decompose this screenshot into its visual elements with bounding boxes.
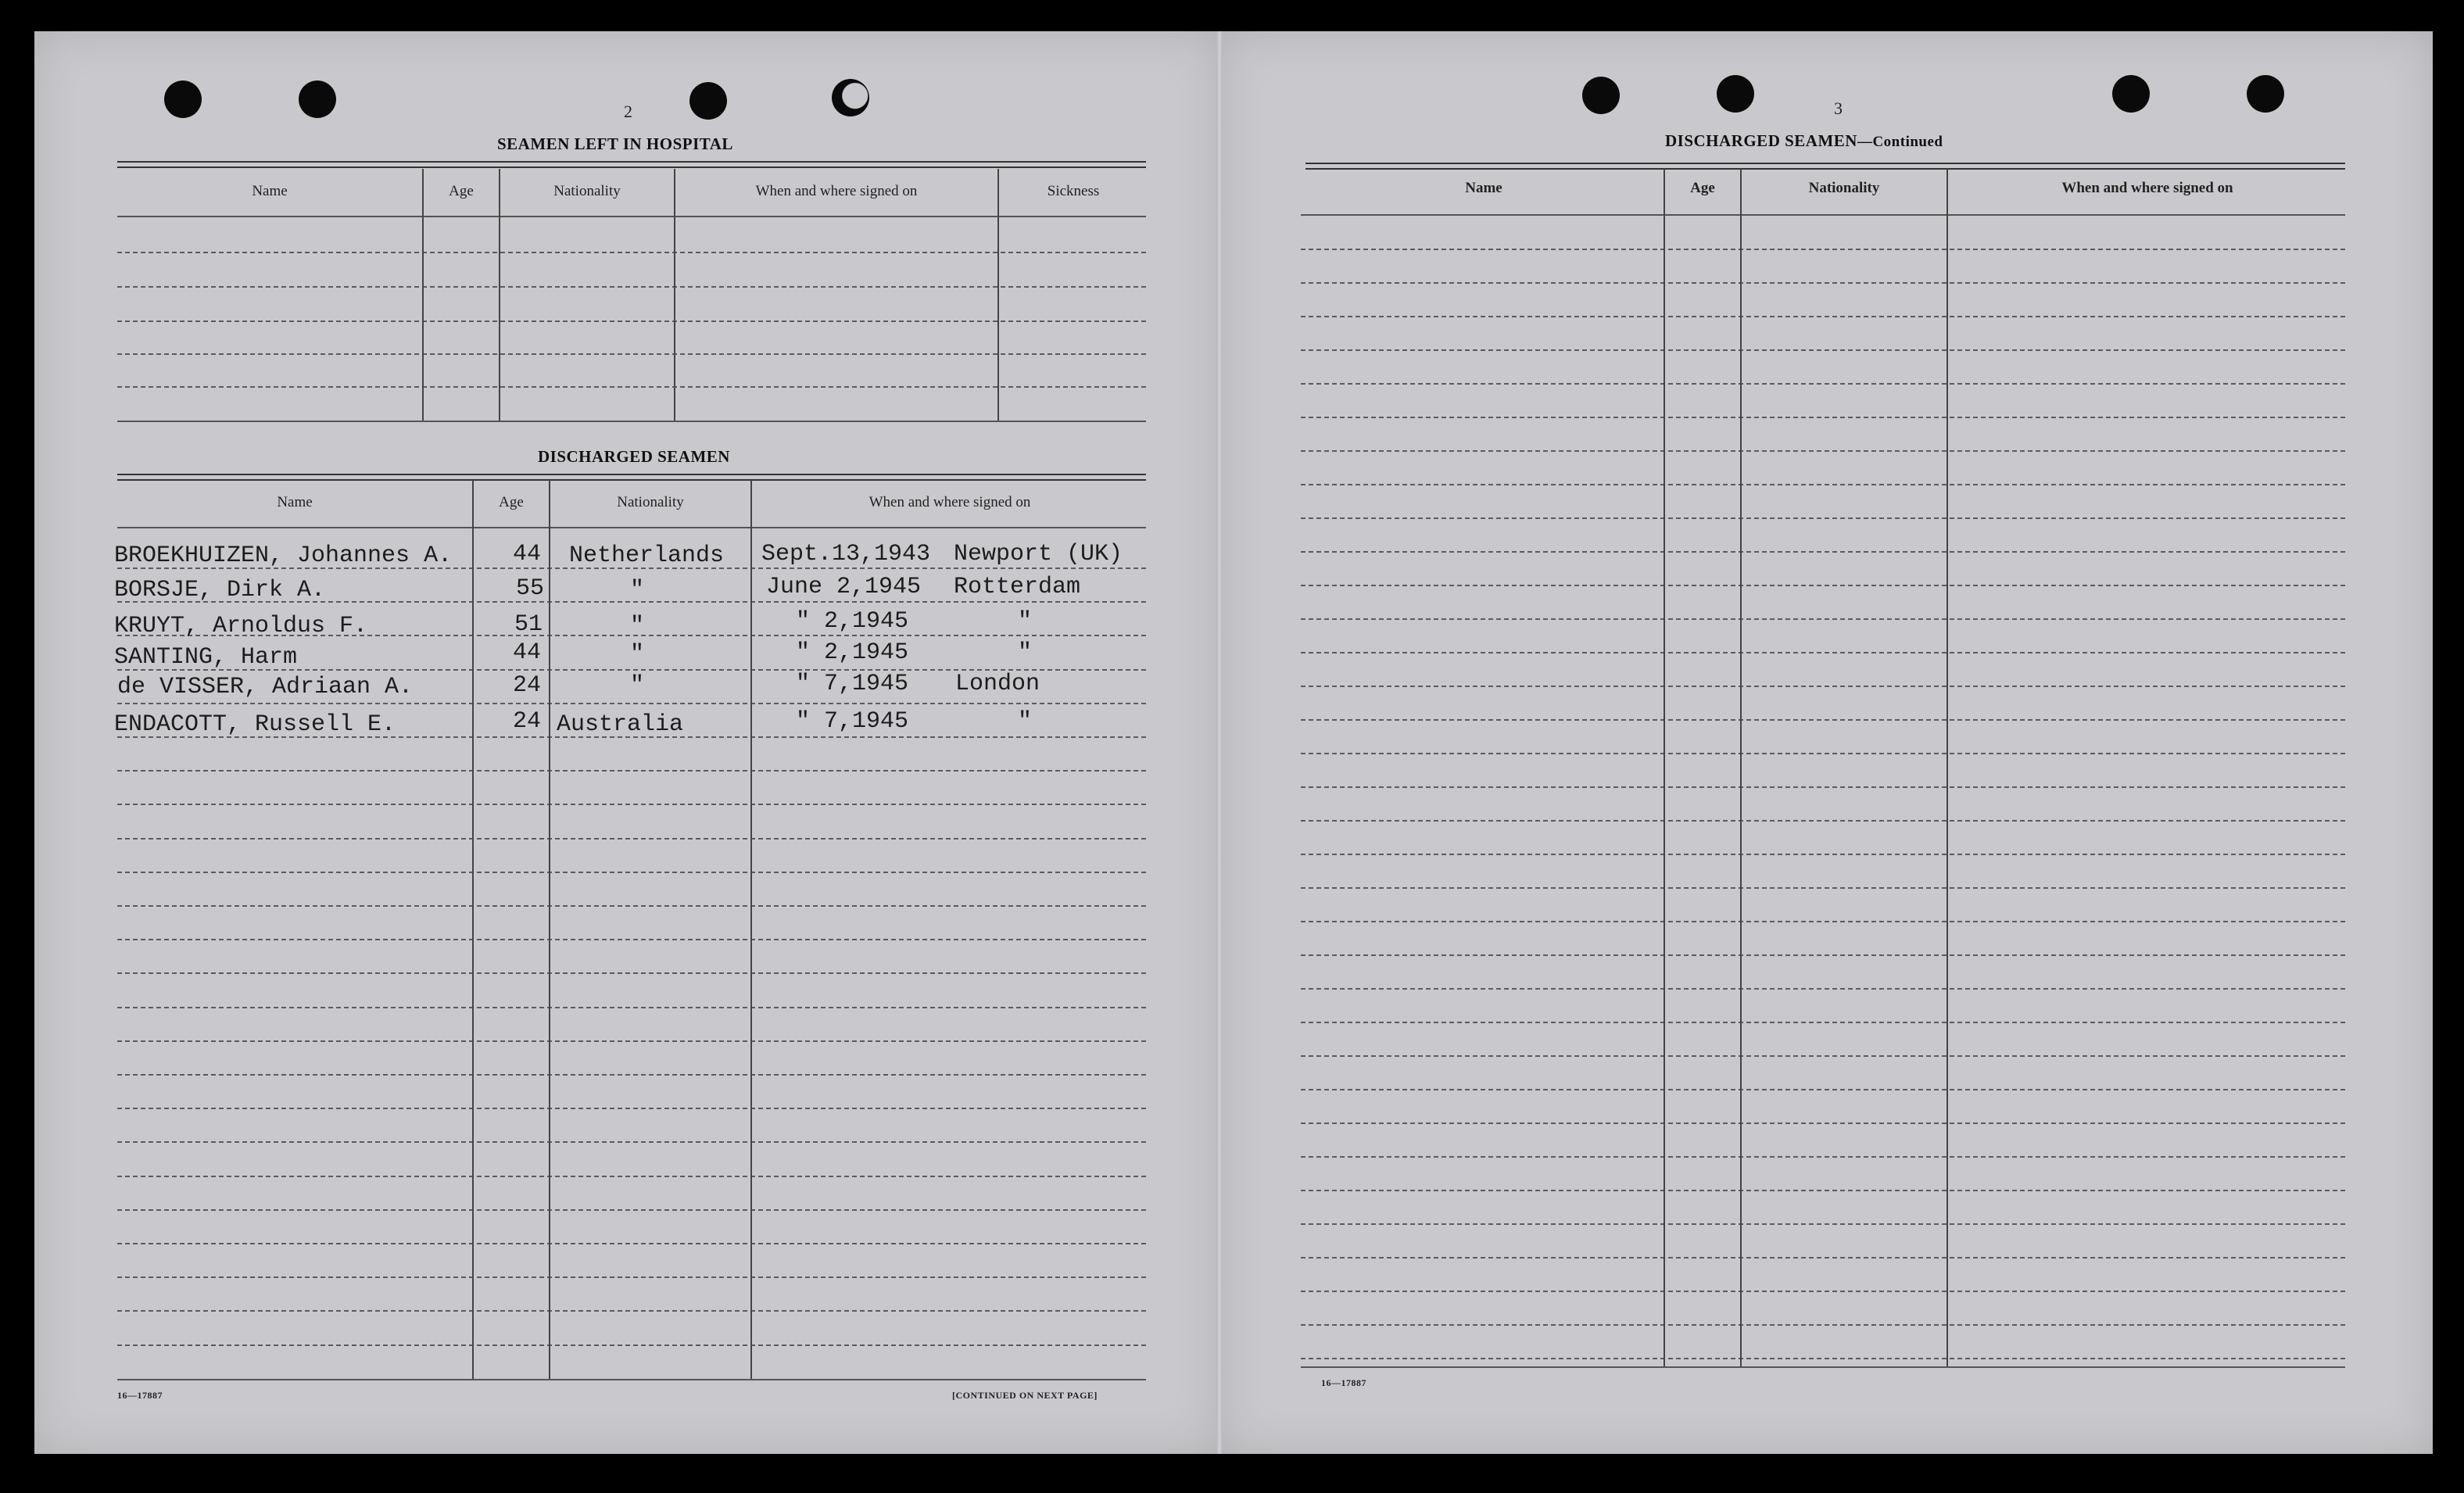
- seaman-nationality: ": [630, 577, 645, 603]
- row-line: [1301, 854, 2345, 855]
- seaman-name: de VISSER, Adriaan A.: [117, 674, 414, 700]
- row-line: [1301, 383, 2345, 385]
- row-line: [117, 1243, 1146, 1244]
- row-line: [117, 905, 1146, 907]
- signed-on-place: Rotterdam: [954, 574, 1081, 600]
- punch-hole: [689, 82, 727, 120]
- double-rule: [117, 161, 1146, 168]
- row-line: [1301, 1190, 2345, 1191]
- col-header-when-where: When and where signed on: [868, 494, 1031, 510]
- punch-hole: [2112, 75, 2150, 113]
- punch-hole: [164, 81, 202, 118]
- row-line: [1301, 988, 2345, 990]
- column-divider: [472, 480, 474, 1379]
- form-number: 16—17887: [117, 1390, 163, 1401]
- row-line: [117, 804, 1146, 805]
- row-line: [1301, 1055, 2345, 1057]
- row-line: [117, 838, 1146, 840]
- col-header-nationality: Nationality: [553, 183, 621, 199]
- row-line: [117, 386, 1146, 388]
- section-title-hospital: SEAMEN LEFT IN HOSPITAL: [497, 134, 733, 153]
- col-header-age: Age: [1690, 180, 1715, 196]
- row-line: [1301, 417, 2345, 418]
- seaman-age: 44: [513, 541, 542, 567]
- row-line: [117, 1108, 1146, 1109]
- col-header-when-where: When and where signed on: [755, 183, 918, 199]
- signed-on-date: Sept.13,1943: [761, 541, 931, 567]
- column-divider: [674, 169, 675, 421]
- signed-on-place: ": [1018, 708, 1033, 735]
- seaman-name: ENDACOTT, Russell E.: [114, 711, 396, 738]
- row-line: [117, 1007, 1146, 1008]
- column-divider: [750, 480, 752, 1379]
- section-bottom-rule: [117, 421, 1146, 422]
- header-rule: [117, 527, 1146, 528]
- continued-note: [CONTINUED ON NEXT PAGE]: [952, 1390, 1098, 1401]
- row-line: [1301, 921, 2345, 922]
- row-line: [117, 1310, 1146, 1312]
- col-header-age: Age: [449, 183, 474, 199]
- signed-on-date: " 7,1945: [796, 671, 909, 697]
- column-divider: [549, 480, 550, 1379]
- signed-on-place: London: [955, 671, 1040, 697]
- double-rule: [117, 474, 1146, 481]
- row-line: [1301, 551, 2345, 553]
- section-title-text: DISCHARGED SEAMEN: [1665, 131, 1857, 150]
- column-divider: [997, 169, 999, 421]
- col-header-nationality: Nationality: [617, 494, 684, 510]
- seaman-nationality: ": [630, 613, 645, 639]
- form-number: 16—17887: [1321, 1377, 1366, 1388]
- seaman-nationality: ": [630, 672, 645, 699]
- seaman-age: 44: [513, 639, 542, 666]
- row-line: [117, 1344, 1146, 1346]
- row-line: [117, 972, 1146, 974]
- row-line: [117, 1209, 1146, 1211]
- table-bottom-rule: [117, 1379, 1146, 1380]
- column-divider: [1740, 169, 1742, 1366]
- signed-on-place: ": [1018, 608, 1033, 635]
- seaman-age: 24: [513, 708, 542, 735]
- row-line: [1301, 1358, 2345, 1359]
- row-line: [1301, 719, 2345, 721]
- header-rule: [1301, 214, 2345, 216]
- row-line: [117, 1141, 1146, 1143]
- row-line: [1301, 686, 2345, 687]
- row-line: [1301, 618, 2345, 620]
- row-line: [1301, 282, 2345, 284]
- col-header-name: Name: [277, 494, 313, 510]
- section-title-suffix: —Continued: [1857, 134, 1943, 150]
- row-line: [1301, 585, 2345, 586]
- section-title-discharged-continued: [1665, 131, 1943, 151]
- signed-on-date: " 2,1945: [796, 608, 909, 635]
- row-line: [117, 353, 1146, 355]
- page-fold: [1216, 31, 1223, 1454]
- signed-on-place: ": [1018, 639, 1033, 666]
- row-line: [117, 770, 1146, 772]
- col-header-name: Name: [1465, 180, 1502, 196]
- page-number: 3: [1834, 98, 1843, 118]
- row-line: [117, 286, 1146, 288]
- row-line: [117, 1176, 1146, 1177]
- signed-on-place: Newport (UK): [954, 541, 1123, 567]
- table-bottom-rule: [1301, 1366, 2345, 1368]
- row-line: [117, 872, 1146, 873]
- seaman-nationality: ": [630, 641, 645, 668]
- row-line: [1301, 1122, 2345, 1124]
- row-line: [1301, 316, 2345, 317]
- row-line: [1301, 954, 2345, 956]
- section-title-discharged: DISCHARGED SEAMEN: [538, 447, 730, 466]
- row-line: [117, 703, 1146, 704]
- row-line: [1301, 249, 2345, 250]
- col-header-nationality: Nationality: [1808, 180, 1880, 196]
- left-form-page: [34, 31, 1219, 1454]
- seaman-name: SANTING, Harm: [114, 644, 298, 671]
- row-line: [1301, 1156, 2345, 1158]
- header-rule: [117, 216, 1146, 217]
- row-line: [117, 939, 1146, 940]
- row-line: [1301, 1089, 2345, 1090]
- row-line: [1301, 786, 2345, 788]
- row-line: [1301, 887, 2345, 889]
- row-line: [117, 1276, 1146, 1278]
- col-header-name: Name: [252, 183, 288, 199]
- signed-on-date: " 2,1945: [796, 639, 909, 666]
- page-number: 2: [624, 102, 632, 121]
- row-line: [1301, 484, 2345, 485]
- signed-on-date: June 2,1945: [766, 574, 922, 600]
- column-divider: [422, 169, 424, 421]
- row-line: [1301, 1022, 2345, 1023]
- seaman-name: BORSJE, Dirk A.: [114, 577, 326, 603]
- column-divider: [1664, 169, 1665, 1366]
- punch-hole: [1582, 77, 1620, 114]
- signed-on-date: " 7,1945: [796, 708, 909, 735]
- punch-hole: [2247, 75, 2284, 113]
- col-header-sickness: Sickness: [1047, 183, 1100, 199]
- seaman-name: KRUYT, Arnoldus F.: [114, 613, 368, 639]
- row-line: [1301, 652, 2345, 653]
- double-rule: [1305, 163, 2345, 170]
- row-line: [1301, 349, 2345, 351]
- seaman-nationality: Australia: [557, 711, 684, 738]
- seaman-age: 24: [513, 672, 542, 699]
- row-line: [1301, 1223, 2345, 1225]
- row-line: [117, 1040, 1146, 1042]
- row-line: [117, 320, 1146, 322]
- punch-hole: [832, 79, 869, 116]
- punch-hole: [1717, 75, 1754, 113]
- column-divider: [499, 169, 500, 421]
- seaman-age: 51: [514, 611, 543, 638]
- row-line: [1301, 1257, 2345, 1258]
- row-line: [1301, 753, 2345, 754]
- seaman-age: 55: [516, 575, 545, 602]
- row-line: [1301, 1291, 2345, 1292]
- right-form-page: [1219, 31, 2433, 1454]
- row-line: [117, 252, 1146, 253]
- row-line: [1301, 820, 2345, 822]
- col-header-when-where: When and where signed on: [2061, 180, 2233, 196]
- row-line: [117, 1074, 1146, 1076]
- row-line: [1301, 450, 2345, 452]
- seaman-nationality: Netherlands: [569, 542, 725, 569]
- seaman-name: BROEKHUIZEN, Johannes A.: [114, 542, 453, 569]
- punch-hole: [299, 81, 336, 118]
- col-header-age: Age: [499, 494, 524, 510]
- row-line: [1301, 517, 2345, 519]
- row-line: [1301, 1324, 2345, 1326]
- column-divider: [1946, 169, 1948, 1366]
